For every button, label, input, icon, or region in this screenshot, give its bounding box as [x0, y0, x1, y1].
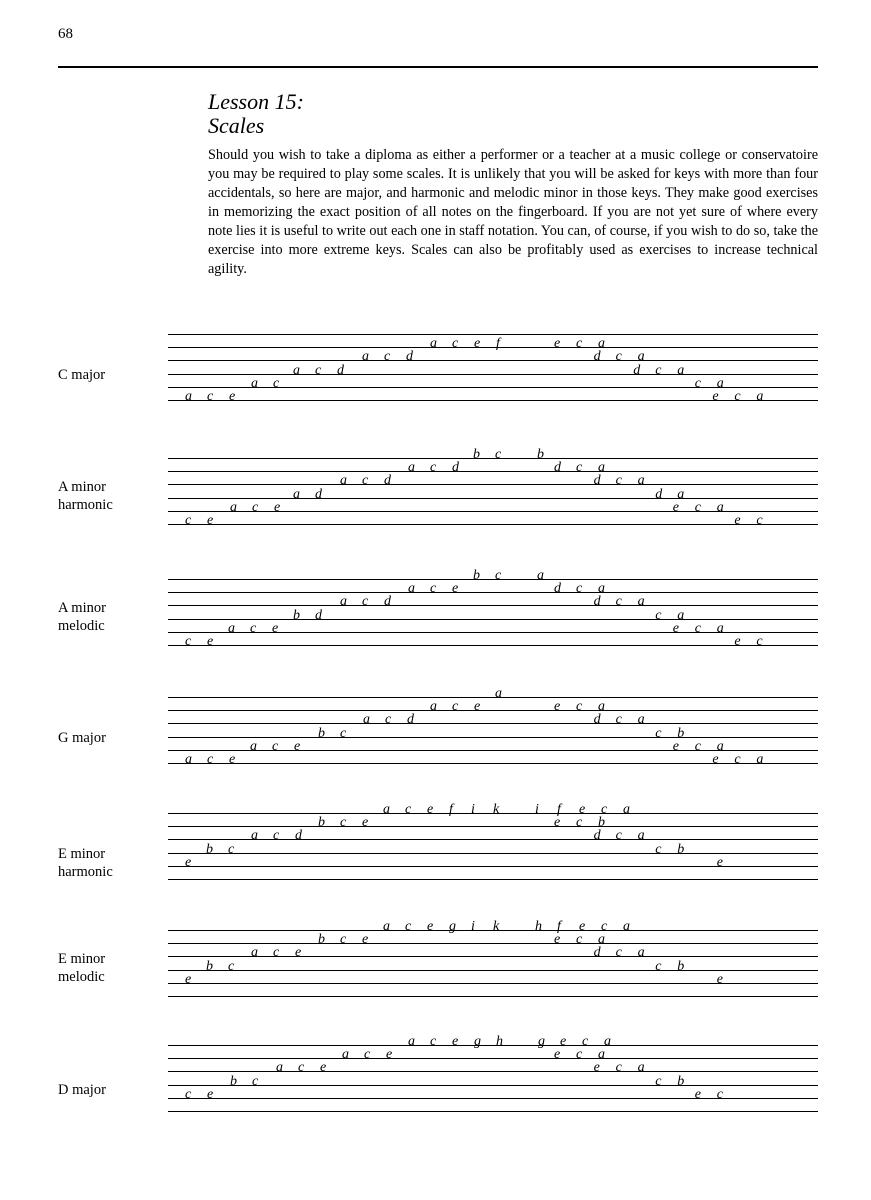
tab-letter: a	[637, 1060, 645, 1076]
tab-letter: b	[293, 607, 300, 623]
tab-letter: a	[185, 752, 192, 767]
tab-letter: e	[272, 620, 279, 636]
tab-letter: d	[384, 473, 391, 489]
tab-letter: a	[716, 499, 724, 515]
tab-letter: c	[576, 815, 583, 831]
tab-letter: k	[493, 919, 500, 934]
tab-letter: b	[230, 1073, 237, 1089]
staff-line	[168, 334, 818, 335]
tab-letter: e	[712, 752, 719, 767]
tab-letter: a	[495, 686, 502, 701]
tab-letter: a	[408, 1034, 415, 1049]
tab-letter: d	[452, 460, 459, 476]
tab-letter: d	[554, 460, 561, 476]
tab-letter: e	[672, 738, 680, 754]
tab-letter: e	[452, 1034, 459, 1049]
tab-letter: d	[633, 362, 641, 378]
tab-letter: e	[579, 919, 586, 934]
tab-letter: c	[405, 919, 412, 934]
tab-letter: c	[207, 389, 214, 404]
tab-letter: c	[615, 594, 622, 610]
tab-letter: e	[295, 945, 302, 961]
tab-letter: e	[185, 854, 192, 870]
tab-letter: e	[229, 389, 236, 404]
tab-letter: c	[615, 828, 622, 844]
tab-letter: c	[601, 802, 608, 817]
tab-letter: c	[655, 958, 662, 974]
tab-letter: a	[716, 620, 724, 636]
scale-label-line: E minor	[58, 951, 106, 967]
tab-letter: d	[384, 594, 391, 610]
tab-letter: a	[598, 581, 605, 597]
tab-letter: e	[734, 513, 741, 528]
tab-letter: b	[206, 841, 213, 857]
tab-letter: a	[383, 802, 390, 817]
tab-letter: a	[637, 828, 645, 844]
tab-letter: a	[756, 389, 764, 404]
tab-letter: b	[677, 841, 685, 857]
tab-letter: c	[273, 828, 280, 844]
tab-letter: b	[206, 958, 213, 974]
scale-label	[58, 1081, 158, 1099]
tab-letter: a	[598, 460, 605, 476]
tab-letter: a	[408, 460, 415, 476]
tab-letter: c	[430, 581, 437, 597]
tab-letter: e	[716, 854, 724, 870]
tab-letter: e	[185, 971, 192, 987]
tab-letter: c	[185, 634, 192, 649]
tab-letter: a	[604, 1034, 611, 1049]
tab-letter: g	[474, 1034, 481, 1049]
staff-line	[168, 1085, 818, 1086]
tab-letter: b	[473, 568, 480, 583]
tab-letter: c	[694, 620, 702, 636]
tab-letter: f	[557, 802, 561, 817]
tab-letter: d	[593, 828, 601, 844]
tab-letter: i	[471, 919, 475, 934]
tab-letter: a	[251, 375, 258, 391]
tab-letter: c	[655, 1073, 662, 1089]
tab-letter: c	[615, 349, 622, 365]
scale-label-line: A minor	[58, 600, 106, 616]
staff-line	[168, 484, 818, 485]
tab-letter: e	[560, 1034, 567, 1049]
scale-label	[58, 950, 158, 986]
staff-line	[168, 1045, 818, 1046]
tab-letter: c	[576, 932, 583, 948]
tab-letter: d	[295, 828, 302, 844]
tab-letter: c	[228, 958, 235, 974]
tab-letter: a	[362, 349, 369, 365]
staff-line	[168, 1071, 818, 1072]
tab-letter: f	[557, 919, 561, 934]
tab-letter: c	[185, 1086, 192, 1102]
tab-letter: a	[623, 802, 630, 817]
tab-letter: a	[342, 1047, 349, 1063]
tab-letter: e	[694, 1086, 702, 1102]
tab-letter: c	[576, 336, 583, 352]
tab-letter: c	[694, 375, 702, 391]
scale-label-line: A minor	[58, 479, 106, 495]
tab-letter: c	[340, 932, 347, 948]
tab-letter: c	[273, 945, 280, 961]
tab-letter: a	[228, 620, 235, 636]
tab-letter: d	[593, 712, 601, 728]
tab-letter: c	[601, 919, 608, 934]
tab-letter: c	[576, 460, 583, 476]
tab-letter: e	[362, 932, 369, 948]
intro-paragraph: Should you wish to take a diploma as either a performer or a teacher at a music college or conservatoire you may be required to play some scales. It is unlikely that you will be asked for keys with more than four accidentals, so here are major, and harmonic and melodic minor in those keys. They make good exercises in memorizing the exact position of all notes on the fingerboard. If you are not yet sure of where every note lies it is useful to write out each one in staff notation. You can, of course, if you wish to do so, take the exercise into more extreme keys. Scales can also be profitably used as exercises to increase technical agility.	[208, 147, 818, 277]
tab-letter: a	[430, 336, 437, 352]
tab-letter: c	[655, 607, 662, 623]
staff-line	[168, 347, 818, 348]
tab-letter: g	[538, 1034, 545, 1049]
tab-letter: c	[252, 499, 259, 515]
tab-letter: c	[756, 513, 763, 528]
scale-label-line: melodic	[58, 969, 105, 985]
tab-letter: a	[340, 473, 347, 489]
staff-line	[168, 605, 818, 606]
staff-line	[168, 697, 818, 698]
tab-letter: e	[474, 336, 481, 352]
staff-line	[168, 1058, 818, 1059]
staff-line	[168, 374, 818, 375]
tab-letter: e	[294, 738, 301, 754]
staff-line	[168, 471, 818, 472]
tab-letter: c	[495, 447, 502, 462]
tab-letter: e	[734, 634, 741, 649]
tab-letter: c	[405, 802, 412, 817]
tab-letter: c	[615, 473, 622, 489]
tab-letter: d	[593, 473, 601, 489]
staff-line	[168, 592, 818, 593]
tab-letter: e	[362, 815, 369, 831]
tab-letter: c	[272, 738, 279, 754]
staff-line	[168, 498, 818, 499]
lesson-heading	[208, 90, 304, 138]
scale-label-line: harmonic	[58, 864, 113, 880]
tab-letter: c	[430, 460, 437, 476]
staff-line	[168, 996, 818, 997]
tab-letter: d	[655, 486, 663, 502]
tab-letter: d	[593, 349, 601, 365]
tab-letter: c	[430, 1034, 437, 1049]
tab-letter: a	[623, 919, 630, 934]
scale-label	[58, 366, 158, 384]
tab-letter: e	[427, 802, 434, 817]
tab-letter: e	[554, 699, 561, 715]
tab-letter: c	[734, 752, 741, 767]
tab-letter: k	[493, 802, 500, 817]
tab-letter: c	[364, 1047, 371, 1063]
tab-letter: d	[315, 607, 322, 623]
tab-letter: c	[340, 815, 347, 831]
scale-label	[58, 845, 158, 881]
staff-line	[168, 763, 818, 764]
tab-letter: c	[694, 499, 702, 515]
tab-letter: c	[384, 349, 391, 365]
tab-letter: e	[554, 815, 561, 831]
tab-letter: a	[677, 486, 685, 502]
tab-letter: a	[276, 1060, 283, 1076]
tab-letter: d	[337, 362, 344, 378]
staff-line	[168, 524, 818, 525]
tab-letter: e	[207, 513, 214, 528]
staff-line	[168, 619, 818, 620]
tab-letter: c	[576, 699, 583, 715]
tab-letter: c	[452, 336, 459, 352]
tab-letter: a	[677, 607, 685, 623]
staff-line	[168, 723, 818, 724]
tab-letter: a	[598, 699, 605, 715]
tab-letter: a	[637, 712, 645, 728]
staff-line	[168, 400, 818, 401]
tab-letter: a	[251, 828, 258, 844]
tab-letter: e	[716, 971, 724, 987]
tab-letter: a	[756, 752, 764, 767]
tab-letter: c	[615, 712, 622, 728]
staff-line	[168, 710, 818, 711]
tab-letter: e	[320, 1060, 327, 1076]
staff-line	[168, 360, 818, 361]
tab-letter: e	[452, 581, 459, 597]
tab-letter: c	[655, 362, 662, 378]
tab-letter: c	[734, 389, 741, 404]
tab-letter: f	[449, 802, 453, 817]
tab-letter: c	[185, 513, 192, 528]
scale-label-line: G major	[58, 730, 106, 746]
staff-line	[168, 579, 818, 580]
staff-line	[168, 458, 818, 459]
scale-label-line: C major	[58, 367, 106, 383]
scale-label-line: D major	[58, 1082, 106, 1098]
tab-letter: a	[598, 932, 605, 948]
tab-letter: d	[593, 594, 601, 610]
tab-letter: f	[496, 336, 500, 352]
tab-letter: a	[293, 362, 300, 378]
tab-letter: b	[473, 447, 480, 462]
tab-letter: c	[716, 1086, 724, 1102]
tab-letter: c	[250, 620, 257, 636]
tab-letter: e	[207, 1086, 214, 1102]
scale-label	[58, 729, 158, 747]
tab-letter: c	[340, 725, 347, 741]
tab-letter: a	[250, 738, 257, 754]
lesson-title: Scales	[208, 113, 265, 138]
page-number: 68	[58, 26, 73, 42]
tab-letter: c	[615, 1060, 622, 1076]
tab-letter: d	[593, 945, 601, 961]
staff-line	[168, 737, 818, 738]
tab-letter: a	[363, 712, 370, 728]
tab-letter: e	[672, 499, 680, 515]
tab-letter: c	[298, 1060, 305, 1076]
tab-letter: a	[598, 336, 605, 352]
tab-letter: h	[496, 1034, 503, 1049]
tab-letter: e	[229, 752, 236, 767]
tab-letter: c	[576, 1047, 583, 1063]
tab-letter: a	[537, 568, 544, 583]
tab-letter: a	[637, 349, 645, 365]
tab-letter: a	[637, 594, 645, 610]
tab-letter: e	[207, 634, 214, 649]
tab-letter: d	[554, 581, 561, 597]
tab-letter: c	[655, 725, 662, 741]
staff-line	[168, 970, 818, 971]
tab-letter: b	[598, 815, 605, 831]
tab-letter: c	[495, 568, 502, 583]
scale-label-line: E minor	[58, 846, 106, 862]
tab-letter: a	[185, 389, 192, 404]
scale-label-line: harmonic	[58, 497, 113, 513]
tab-letter: i	[471, 802, 475, 817]
tab-letter: b	[677, 958, 685, 974]
tab-letter: e	[593, 1060, 600, 1076]
tab-letter: b	[677, 1073, 685, 1089]
tab-letter: c	[655, 841, 662, 857]
tab-letter: a	[677, 362, 685, 378]
tab-letter: e	[579, 802, 586, 817]
tab-letter: a	[340, 594, 347, 610]
scale-label	[58, 478, 158, 514]
tab-letter: a	[408, 581, 415, 597]
tab-letter: h	[535, 919, 542, 934]
staff-line	[168, 839, 818, 840]
tab-letter: e	[672, 620, 680, 636]
tab-letter: e	[386, 1047, 393, 1063]
tab-letter: e	[554, 1047, 561, 1063]
tab-letter: c	[362, 473, 369, 489]
tab-letter: c	[694, 738, 702, 754]
tab-letter: a	[251, 945, 258, 961]
tab-letter: c	[615, 945, 622, 961]
tab-letter: e	[474, 699, 481, 715]
tab-letter: c	[207, 752, 214, 767]
tab-letter: c	[582, 1034, 589, 1049]
tab-letter: i	[535, 802, 539, 817]
tab-letter: e	[274, 499, 281, 515]
tab-letter: c	[315, 362, 322, 378]
tab-letter: c	[385, 712, 392, 728]
tab-letter: b	[677, 725, 685, 741]
header-rule	[58, 66, 818, 68]
tab-letter: a	[293, 486, 300, 502]
staff-line	[168, 826, 818, 827]
tab-letter: d	[406, 349, 413, 365]
staff-line	[168, 956, 818, 957]
tab-letter: a	[637, 945, 645, 961]
tab-letter: a	[598, 1047, 605, 1063]
tab-letter: a	[716, 375, 724, 391]
tab-letter: c	[576, 581, 583, 597]
tab-letter: e	[427, 919, 434, 934]
tab-letter: d	[315, 486, 322, 502]
tab-letter: a	[637, 473, 645, 489]
tab-letter: b	[318, 725, 325, 741]
tab-letter: c	[362, 594, 369, 610]
tab-letter: g	[449, 919, 456, 934]
tab-letter: a	[383, 919, 390, 934]
tab-letter: a	[430, 699, 437, 715]
tab-letter: c	[452, 699, 459, 715]
lesson-number: Lesson 15:	[208, 89, 304, 114]
staff-line	[168, 1111, 818, 1112]
staff-line	[168, 645, 818, 646]
scale-label	[58, 599, 158, 635]
tab-letter: e	[712, 389, 719, 404]
staff-line	[168, 853, 818, 854]
tab-letter: b	[318, 932, 325, 948]
scale-label-line: melodic	[58, 618, 105, 634]
tab-letter: c	[756, 634, 763, 649]
tab-letter: a	[230, 499, 237, 515]
staff-line	[168, 943, 818, 944]
tab-letter: e	[554, 336, 561, 352]
tab-letter: e	[554, 932, 561, 948]
tab-letter: c	[273, 375, 280, 391]
tab-letter: d	[407, 712, 414, 728]
tab-letter: b	[318, 815, 325, 831]
tab-letter: c	[228, 841, 235, 857]
tab-letter: a	[716, 738, 724, 754]
staff-line	[168, 879, 818, 880]
tab-letter: b	[537, 447, 544, 462]
tab-letter: c	[252, 1073, 259, 1089]
